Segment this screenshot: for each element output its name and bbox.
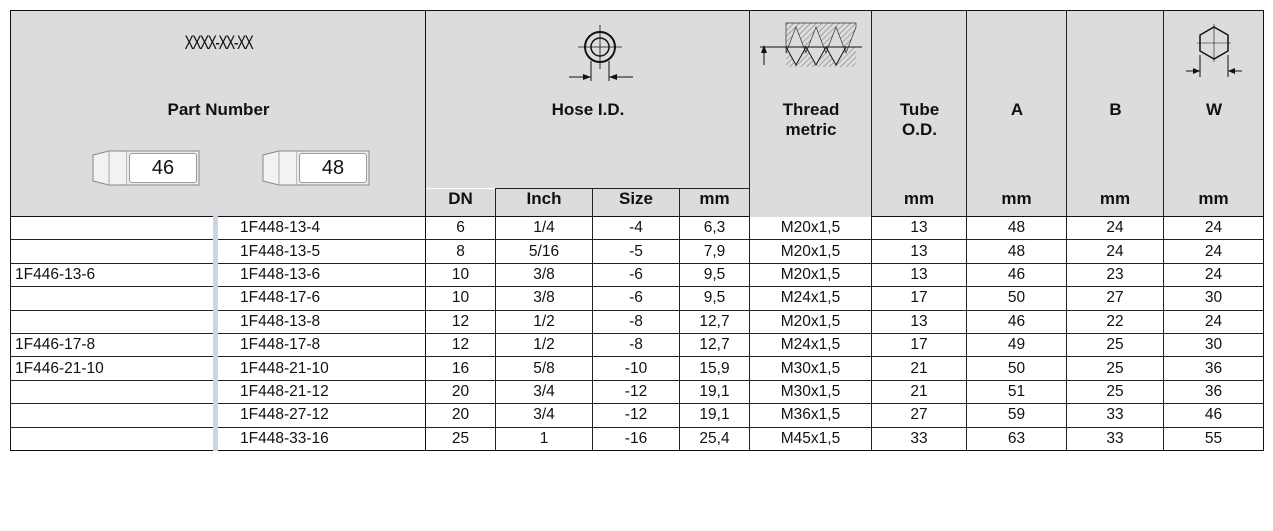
cell-inch: 1 [496, 427, 593, 450]
cell-size: -12 [593, 380, 680, 403]
thread-label-line2: metric [785, 120, 837, 139]
table-row [11, 380, 1264, 403]
cell-tube: 17 [872, 333, 967, 356]
cell-dn: 25 [426, 427, 496, 450]
cell-inch: 1/4 [496, 217, 593, 240]
cell-tube: 33 [872, 427, 967, 450]
cell-mm: 6,3 [680, 217, 750, 240]
cell-w: 24 [1164, 263, 1264, 286]
cell-a: 48 [967, 217, 1067, 240]
cell-thread: M20x1,5 [750, 240, 872, 263]
part-number-46 [11, 240, 216, 263]
part-number-46 [11, 310, 216, 333]
cell-tube: 17 [872, 287, 967, 310]
part-number-48: 1F448-17-8 [216, 333, 426, 356]
thread-label-line1: Thread [782, 100, 840, 119]
cell-tube: 13 [872, 217, 967, 240]
cell-b: 33 [1067, 404, 1164, 427]
cell-inch: 3/8 [496, 263, 593, 286]
cell-a: 49 [967, 333, 1067, 356]
thread-header [750, 11, 872, 217]
tube-label [872, 100, 967, 140]
cell-mm: 25,4 [680, 427, 750, 450]
unit-mm-a: mm [967, 189, 1067, 217]
variant-46-label: 46 [129, 153, 197, 183]
cell-w: 55 [1164, 427, 1264, 450]
table-row [11, 310, 1264, 333]
tube-header [872, 11, 967, 189]
cell-thread: M30x1,5 [750, 357, 872, 380]
cell-thread: M20x1,5 [750, 310, 872, 333]
unit-inch: Inch [496, 189, 593, 217]
part-number-48: 1F448-27-12 [216, 404, 426, 427]
part-number-48: 1F448-33-16 [216, 427, 426, 450]
cell-w: 24 [1164, 310, 1264, 333]
cell-inch: 5/16 [496, 240, 593, 263]
b-header [1067, 11, 1164, 189]
cell-a: 50 [967, 287, 1067, 310]
cell-size: -6 [593, 287, 680, 310]
part-number-48: 1F448-17-6 [216, 287, 426, 310]
part-number-48: 1F448-21-12 [216, 380, 426, 403]
part-number-46: 1F446-13-6 [11, 263, 216, 286]
unit-mm-w: mm [1164, 189, 1264, 217]
hose-id-diagram-icon [555, 21, 645, 91]
part-number-46 [11, 217, 216, 240]
cell-dn: 6 [426, 217, 496, 240]
header-row [11, 11, 1264, 189]
w-header [1164, 11, 1264, 189]
cell-inch: 3/4 [496, 380, 593, 403]
thread-diagram-icon [756, 21, 866, 71]
part-number-46 [11, 380, 216, 403]
cell-mm: 12,7 [680, 310, 750, 333]
cell-w: 30 [1164, 287, 1264, 310]
cell-inch: 5/8 [496, 357, 593, 380]
cell-thread: M20x1,5 [750, 263, 872, 286]
unit-mm-hose: mm [680, 189, 750, 217]
cell-b: 23 [1067, 263, 1164, 286]
cell-w: 30 [1164, 333, 1264, 356]
table-row [11, 333, 1264, 356]
cell-thread: M24x1,5 [750, 333, 872, 356]
part-number-48: 1F448-21-10 [216, 357, 426, 380]
cell-dn: 20 [426, 380, 496, 403]
b-label: B [1109, 100, 1122, 119]
part-number-48: 1F448-13-6 [216, 263, 426, 286]
a-label: A [1010, 100, 1024, 119]
part-number-46: 1F446-21-10 [11, 357, 216, 380]
cell-tube: 13 [872, 310, 967, 333]
cell-size: -10 [593, 357, 680, 380]
cell-thread: M24x1,5 [750, 287, 872, 310]
cell-dn: 10 [426, 263, 496, 286]
cell-dn: 12 [426, 310, 496, 333]
cell-mm: 15,9 [680, 357, 750, 380]
part-number-48: 1F448-13-8 [216, 310, 426, 333]
a-header [967, 11, 1067, 189]
table-row [11, 240, 1264, 263]
cell-tube: 13 [872, 263, 967, 286]
part-number-48: 1F448-13-4 [216, 217, 426, 240]
cell-thread: M20x1,5 [750, 217, 872, 240]
cell-inch: 3/4 [496, 404, 593, 427]
cell-mm: 9,5 [680, 287, 750, 310]
variant-48 [261, 149, 371, 187]
table-row [11, 217, 1264, 240]
cell-thread: M30x1,5 [750, 380, 872, 403]
cell-w: 24 [1164, 240, 1264, 263]
cell-size: -16 [593, 427, 680, 450]
cell-b: 25 [1067, 380, 1164, 403]
cell-dn: 8 [426, 240, 496, 263]
cell-b: 24 [1067, 240, 1164, 263]
cell-size: -8 [593, 310, 680, 333]
part-number-label: Part Number [167, 100, 270, 119]
cell-a: 51 [967, 380, 1067, 403]
cell-dn: 12 [426, 333, 496, 356]
cell-mm: 12,7 [680, 333, 750, 356]
cell-tube: 21 [872, 357, 967, 380]
cell-a: 48 [967, 240, 1067, 263]
cell-size: -5 [593, 240, 680, 263]
part-number-46 [11, 404, 216, 427]
cell-mm: 19,1 [680, 380, 750, 403]
cell-a: 59 [967, 404, 1067, 427]
cell-b: 25 [1067, 333, 1164, 356]
tube-label-line2: O.D. [902, 120, 937, 139]
cell-inch: 3/8 [496, 287, 593, 310]
part-number-46: 1F446-17-8 [11, 333, 216, 356]
cell-a: 46 [967, 263, 1067, 286]
hex-wrench-icon [1184, 21, 1244, 81]
cell-w: 24 [1164, 217, 1264, 240]
w-label: W [1205, 100, 1223, 119]
part-number-46 [11, 287, 216, 310]
cell-tube: 27 [872, 404, 967, 427]
cell-inch: 1/2 [496, 333, 593, 356]
cell-thread: M45x1,5 [750, 427, 872, 450]
cell-b: 24 [1067, 217, 1164, 240]
cell-w: 46 [1164, 404, 1264, 427]
cell-b: 25 [1067, 357, 1164, 380]
hose-id-header [426, 11, 750, 189]
part-number-48: 1F448-13-5 [216, 240, 426, 263]
cell-b: 27 [1067, 287, 1164, 310]
cell-tube: 13 [872, 240, 967, 263]
unit-dn: DN [426, 189, 496, 217]
unit-mm-b: mm [1067, 189, 1164, 217]
table-row [11, 263, 1264, 286]
cell-mm: 7,9 [680, 240, 750, 263]
cell-a: 46 [967, 310, 1067, 333]
table-row [11, 427, 1264, 450]
table-row [11, 404, 1264, 427]
cell-size: -6 [593, 263, 680, 286]
part-number-46 [11, 427, 216, 450]
thread-label [750, 100, 872, 140]
cell-mm: 19,1 [680, 404, 750, 427]
part-number-header [11, 11, 426, 217]
cell-size: -12 [593, 404, 680, 427]
cell-inch: 1/2 [496, 310, 593, 333]
pattern-code: XXXX-XX-XX [184, 33, 253, 54]
cell-b: 22 [1067, 310, 1164, 333]
parts-table-container [10, 10, 1263, 518]
table-row [11, 287, 1264, 310]
cell-mm: 9,5 [680, 263, 750, 286]
cell-b: 33 [1067, 427, 1164, 450]
cell-a: 50 [967, 357, 1067, 380]
unit-mm-tube: mm [872, 189, 967, 217]
cell-w: 36 [1164, 357, 1264, 380]
cell-thread: M36x1,5 [750, 404, 872, 427]
table-row [11, 357, 1264, 380]
hose-id-label: Hose I.D. [551, 100, 625, 119]
variant-46 [91, 149, 201, 187]
unit-size: Size [593, 189, 680, 217]
cell-w: 36 [1164, 380, 1264, 403]
parts-table [10, 10, 1264, 451]
cell-a: 63 [967, 427, 1067, 450]
cell-size: -4 [593, 217, 680, 240]
cell-dn: 20 [426, 404, 496, 427]
cell-size: -8 [593, 333, 680, 356]
cell-tube: 21 [872, 380, 967, 403]
cell-dn: 10 [426, 287, 496, 310]
tube-label-line1: Tube [899, 100, 940, 119]
cell-dn: 16 [426, 357, 496, 380]
variant-48-label: 48 [299, 153, 367, 183]
